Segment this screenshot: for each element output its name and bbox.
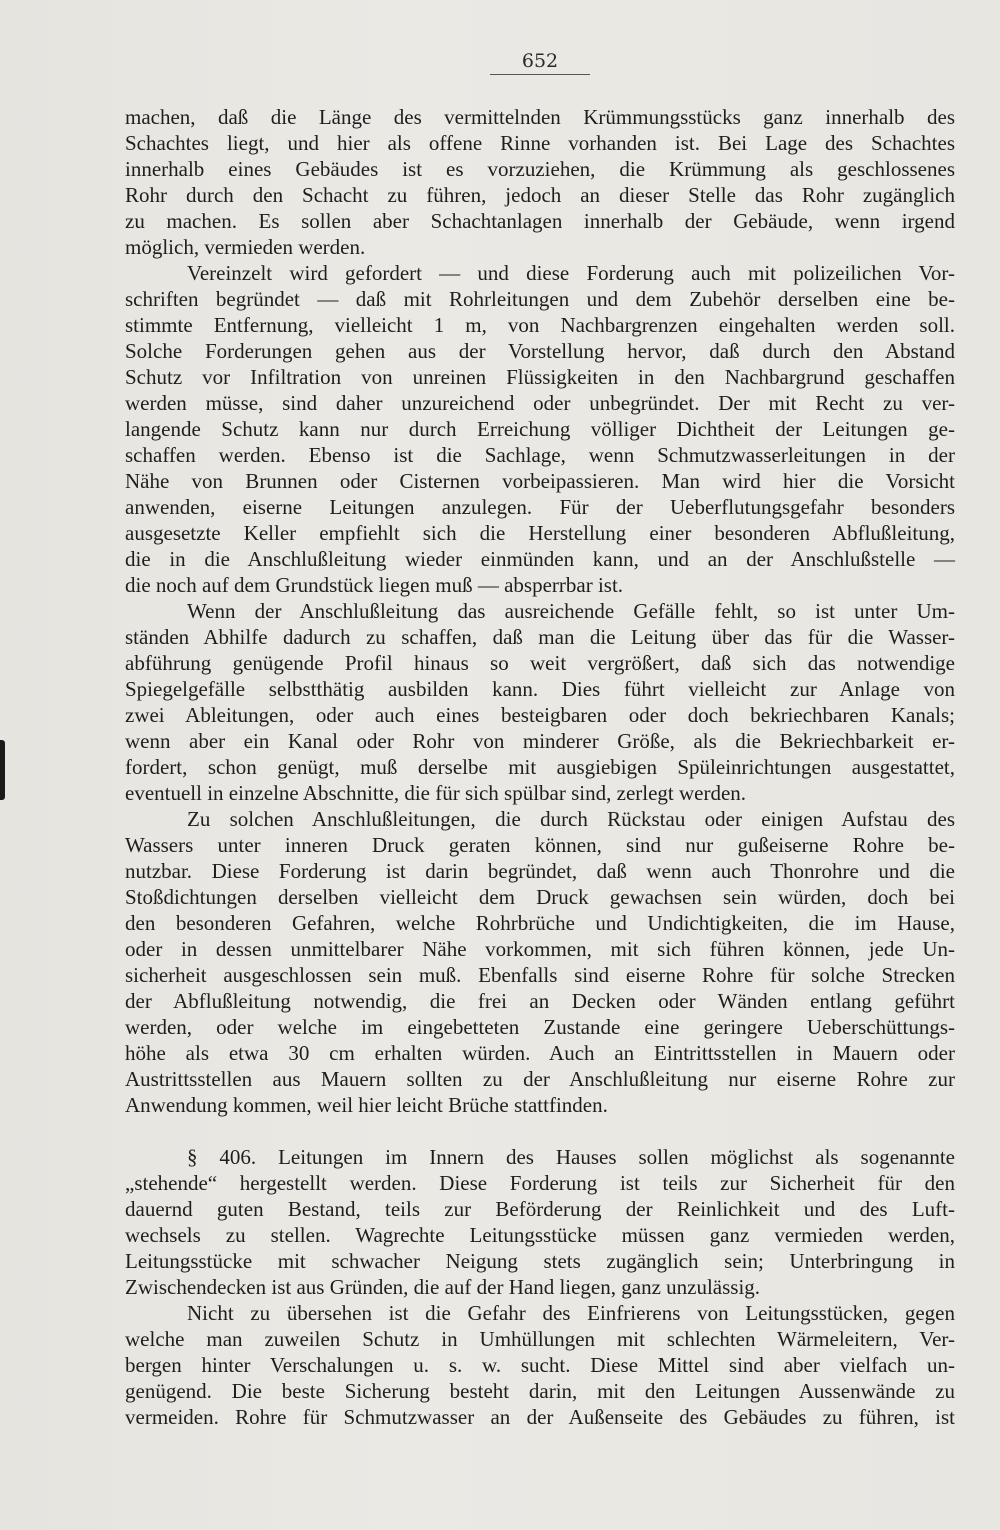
paragraph-gap — [125, 1118, 955, 1144]
text-line: Nähe von Brunnen oder Cisternen vorbeipassieren. Man wird hier die Vorsicht — [125, 469, 955, 493]
text-line: anwenden, eiserne Leitungen anzulegen. Für der Ueberflutungsgefahr besonders — [125, 495, 955, 519]
text-line: zwei Ableitungen, oder auch eines besteigbaren oder doch bekriechbaren Kanals; — [125, 703, 955, 727]
text-line: Zwischendecken ist aus Gründen, die auf der Hand liegen, ganz unzulässig. — [125, 1275, 761, 1299]
text-line: vermeiden. Rohre für Schmutzwasser an der Außenseite des Gebäudes zu führen, ist — [125, 1405, 955, 1429]
text-line: wechsels zu stellen. Wagrechte Leitungsstücke müssen ganz vermieden werden, — [125, 1223, 955, 1247]
text-line: stimmte Entfernung, vielleicht 1 m, von Nachbargrenzen eingehalten werden soll. — [125, 313, 955, 337]
text-line: abführung genügende Profil hinaus so weit vergrößert, daß sich das notwendige — [125, 651, 955, 675]
text-line: Solche Forderungen gehen aus der Vorstellung hervor, daß durch den Abstand — [125, 339, 955, 363]
text-line: innerhalb eines Gebäudes ist es vorzuziehen, die Krümmung als geschlossenes — [125, 157, 955, 181]
text-line: sicherheit ausgeschlossen sein muß. Ebenfalls sind eiserne Rohre für solche Strecken — [125, 963, 955, 987]
text-line: ausgesetzte Keller empfiehlt sich die Herstellung einer besonderen Abflußleitung, — [125, 521, 955, 545]
page-number: 652 — [490, 50, 590, 75]
text-line: Wenn der Anschlußleitung das ausreichende Gefälle fehlt, so ist unter Um- — [187, 599, 955, 623]
text-line: schaffen werden. Ebenso ist die Sachlage, wenn Schmutzwasserleitungen in der — [125, 443, 955, 467]
text-line: wenn aber ein Kanal oder Rohr von minderer Größe, als die Bekriechbarkeit er- — [125, 729, 955, 753]
text-line: Zu solchen Anschlußleitungen, die durch Rückstau oder einigen Aufstau des — [187, 807, 955, 831]
text-line: bergen hinter Verschalungen u. s. w. sucht. Diese Mittel sind aber vielfach un- — [125, 1353, 955, 1377]
text-line: Rohr durch den Schacht zu führen, jedoch an dieser Stelle das Rohr zugänglich — [125, 183, 955, 207]
text-line: Anwendung kommen, weil hier leicht Brüche stattfinden. — [125, 1093, 608, 1117]
text-line: möglich, vermieden werden. — [125, 235, 366, 259]
text-line: Spiegelgefälle selbstthätig ausbilden kann. Dies führt vielleicht zur Anlage von — [125, 677, 955, 701]
text-line: § 406. Leitungen im Innern des Hauses sollen möglichst als sogenannte — [187, 1145, 955, 1169]
text-line: der Abflußleitung notwendig, die frei an Decken oder Wänden entlang geführt — [125, 989, 955, 1013]
text-line: die in die Anschlußleitung wieder einmünden kann, und an der Anschlußstelle — — [125, 547, 955, 571]
text-line: Stoßdichtungen derselben vielleicht dem Druck gewachsen sein würden, doch bei — [125, 885, 955, 909]
text-line: eventuell in einzelne Abschnitte, die für sich spülbar sind, zerlegt werden. — [125, 781, 747, 805]
body-text — [125, 104, 955, 1430]
text-line: welche man zuweilen Schutz in Umhüllungen mit schlechten Wärmeleitern, Ver- — [125, 1327, 955, 1351]
text-line: langende Schutz kann nur durch Erreichung völliger Dichtheit der Leitungen ge- — [125, 417, 955, 441]
text-line: Nicht zu übersehen ist die Gefahr des Einfrierens von Leitungsstücken, gegen — [187, 1301, 955, 1325]
text-line: Austrittsstellen aus Mauern sollten zu der Anschlußleitung nur eiserne Rohre zur — [125, 1067, 955, 1091]
text-line: Schutz vor Infiltration von unreinen Flüssigkeiten in den Nachbargrund geschaffen — [125, 365, 955, 389]
text-line: die noch auf dem Grundstück liegen muß — absperrbar ist. — [125, 573, 624, 597]
text-line: höhe als etwa 30 cm erhalten würden. Auch an Eintrittsstellen in Mauern oder — [125, 1041, 955, 1065]
text-line: fordert, schon genügt, muß derselbe mit ausgiebigen Spüleinrichtungen ausgestattet, — [125, 755, 955, 779]
text-line: werden, oder welche im eingebetteten Zustande eine geringere Ueberschüttungs- — [125, 1015, 955, 1039]
text-line: Vereinzelt wird gefordert — und diese Forderung auch mit polizeilichen Vor- — [187, 261, 955, 285]
scan-edge-mark — [0, 740, 5, 800]
text-line: „stehende“ hergestellt werden. Diese Forderung ist teils zur Sicherheit für den — [125, 1171, 955, 1195]
text-line: zu machen. Es sollen aber Schachtanlagen innerhalb der Gebäude, wenn irgend — [125, 209, 955, 233]
text-line: Wassers unter inneren Druck geraten können, sind nur gußeiserne Rohre be- — [125, 833, 955, 857]
text-line: machen, daß die Länge des vermittelnden Krümmungsstücks ganz innerhalb des — [125, 105, 955, 129]
text-line: oder in dessen unmittelbarer Nähe vorkommen, mit sich führen können, jede Un- — [125, 937, 955, 961]
text-line: dauernd guten Bestand, teils zur Beförderung der Reinlichkeit und des Luft- — [125, 1197, 955, 1221]
text-line: genügend. Die beste Sicherung besteht darin, mit den Leitungen Aussenwände zu — [125, 1379, 955, 1403]
text-line: den besonderen Gefahren, welche Rohrbrüche und Undichtigkeiten, die im Hause, — [125, 911, 955, 935]
text-line: schriften begründet — daß mit Rohrleitungen und dem Zubehör derselben eine be- — [125, 287, 955, 311]
text-line: Schachtes liegt, und hier als offene Rinne vorhanden ist. Bei Lage des Schachtes — [125, 131, 955, 155]
text-line: werden müsse, sind daher unzureichend oder unbegründet. Der mit Recht zu ver- — [125, 391, 955, 415]
text-line: nutzbar. Diese Forderung ist darin begründet, daß wenn auch Thonrohre und die — [125, 859, 955, 883]
text-line: Leitungsstücke mit schwacher Neigung stets zugänglich sein; Unterbringung in — [125, 1249, 955, 1273]
text-line: ständen Abhilfe dadurch zu schaffen, daß man die Leitung über das für die Wasser- — [125, 625, 955, 649]
